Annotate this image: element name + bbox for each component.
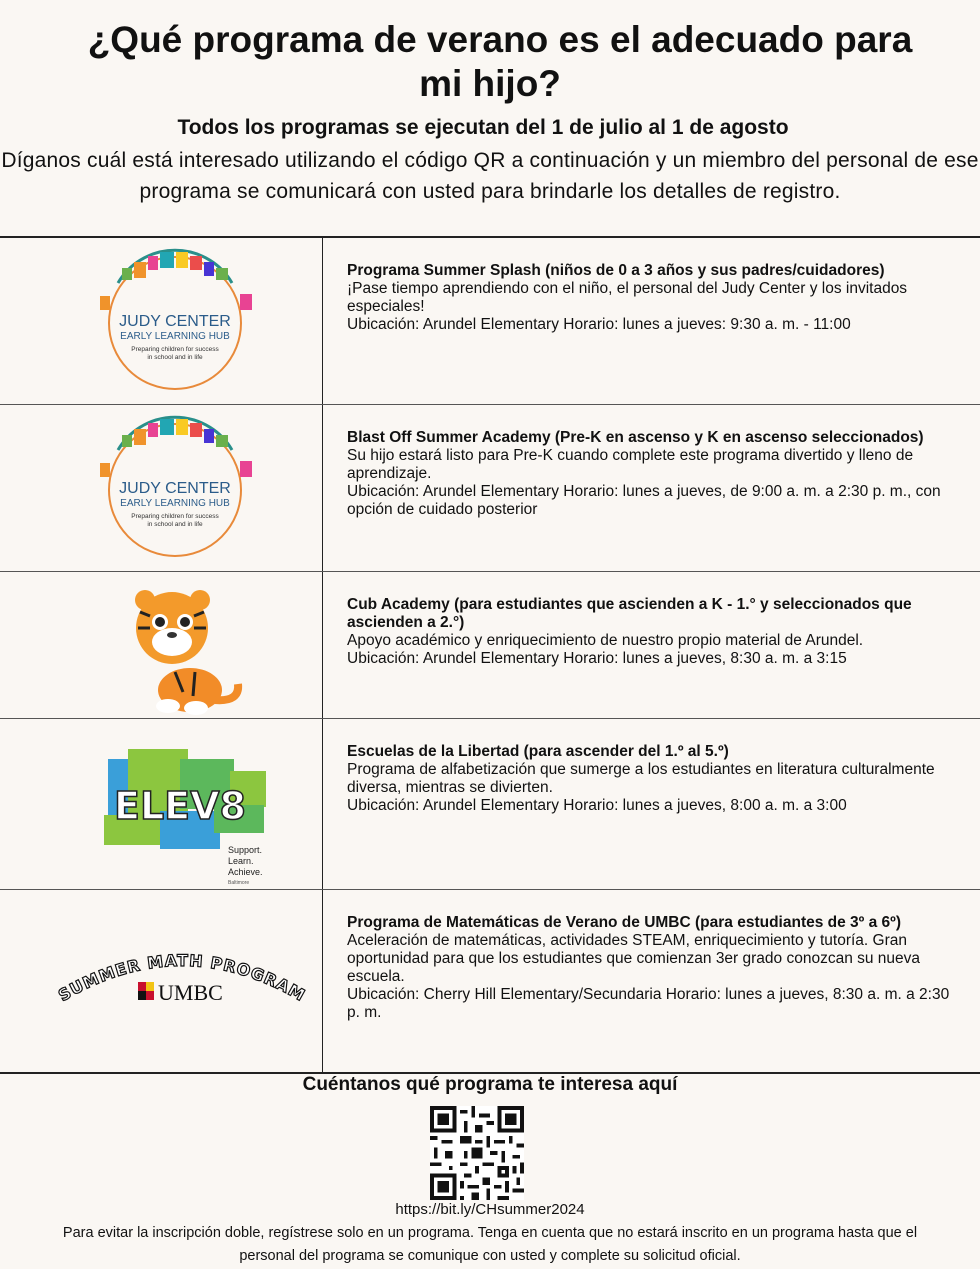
program-logo-cell (0, 572, 323, 718)
judy-center-sub: EARLY LEARNING HUB (120, 498, 230, 509)
program-text (323, 719, 980, 889)
umbc-arc-text: SUMMER MATH PROGRAM (55, 950, 309, 1006)
program-location: Ubicación: Arundel Elementary Horario: lunes a jueves, de 9:00 a. m. a 2:30 p. m., con opción de cuidado posterior (347, 483, 941, 518)
program-logo-cell (0, 238, 323, 404)
program-location: Ubicación: Arundel Elementary Horario: lunes a jueves: 9:30 a. m. - 11:00 (347, 316, 851, 333)
program-logo-cell (0, 405, 323, 571)
page-title (0, 18, 980, 106)
judy-center-logo (0, 238, 322, 404)
program-description: Programa de alfabetización que sumerge a los estudiantes en literatura culturalmente diversa, mientras se divierten. (347, 761, 935, 796)
program-description: Su hijo estará listo para Pre-K cuando complete este programa divertido y lleno de aprendizaje. (347, 447, 914, 482)
footer-cta: Cuéntanos qué programa te interesa aquí (302, 1074, 678, 1095)
program-row (0, 405, 980, 572)
subtitle: Todos los programas se ejecutan del 1 de julio al 1 de agosto (177, 116, 789, 139)
elev8-logo (0, 719, 322, 889)
judy-center-tag1: Preparing children for success (131, 346, 219, 353)
umbc-shield-icon (138, 982, 154, 1000)
title-line-2: mi hijo? (419, 63, 561, 104)
umbc-summer-math-logo (0, 890, 322, 1072)
umbc-name: UMBC (158, 980, 223, 1005)
programs-table (0, 236, 980, 1074)
program-description: Apoyo académico y enriquecimiento de nuestro propio material de Arundel. (347, 632, 864, 649)
program-text (323, 572, 980, 718)
judy-center-name: JUDY CENTER (119, 480, 231, 497)
program-logo-cell (0, 890, 323, 1072)
program-heading: Blast Off Summer Academy (Pre-K en ascenso y K en ascenso seleccionados) (347, 429, 924, 446)
program-row (0, 890, 980, 1072)
program-heading: Cub Academy (para estudiantes que ascienden a K - 1.° y seleccionados que ascienden a 2.°) (347, 596, 912, 631)
elev8-name: ELEV8 (114, 784, 246, 828)
signup-url[interactable]: https://bit.ly/CHsummer2024 (395, 1201, 585, 1218)
elev8-tag3: Achieve. (228, 867, 263, 877)
judy-center-tag1: Preparing children for success (131, 513, 219, 520)
program-row (0, 572, 980, 719)
program-text (323, 238, 980, 404)
program-row (0, 238, 980, 405)
program-location: Ubicación: Arundel Elementary Horario: lunes a jueves, 8:30 a. m. a 3:15 (347, 650, 847, 667)
elev8-city: Baltimore (228, 880, 250, 886)
elev8-tag1: Support. (228, 845, 263, 855)
program-location: Ubicación: Cherry Hill Elementary/Secundaria Horario: lunes a jueves, 8:30 a. m. a 2:30 p. m. (347, 986, 950, 1021)
program-description: Aceleración de matemáticas, actividades STEAM, enriquecimiento y tutoría. Gran oportunidad para que los estudiantes que comienzan 3er grado conozcan su nueva escuela. (347, 932, 921, 985)
program-heading: Programa de Matemáticas de Verano de UMBC (para estudiantes de 3º a 6º) (347, 914, 902, 931)
tiger-cub-icon (0, 572, 322, 718)
program-text (323, 890, 980, 1072)
program-description: ¡Pase tiempo aprendiendo con el niño, el personal del Judy Center y los invitados especiales! (347, 280, 908, 315)
elev8-tag2: Learn. (228, 856, 254, 866)
program-location: Ubicación: Arundel Elementary Horario: lunes a jueves, 8:00 a. m. a 3:00 (347, 797, 847, 814)
intro-text: Díganos cuál está interesado utilizando el código QR a continuación y un miembro del personal de ese programa se comunicará con usted para brindarle los detalles de registro. (1, 149, 979, 203)
footer-note: Para evitar la inscripción doble, regístrese solo en un programa. Tenga en cuenta que no estará inscrito en un programa hasta que el personal del programa se comunique con usted y complete su solicitud oficial. (62, 1225, 918, 1264)
judy-center-sub: EARLY LEARNING HUB (120, 331, 230, 342)
program-row (0, 719, 980, 890)
judy-center-name: JUDY CENTER (119, 313, 231, 330)
qr-code-icon[interactable] (430, 1106, 524, 1200)
judy-center-tag2: in school and in life (147, 354, 203, 361)
program-text (323, 405, 980, 571)
program-logo-cell (0, 719, 323, 889)
judy-center-logo (0, 405, 322, 571)
program-heading: Escuelas de la Libertad (para ascender del 1.º al 5.º) (347, 743, 729, 760)
title-line-1: ¿Qué programa de verano es el adecuado para (87, 19, 913, 60)
program-heading: Programa Summer Splash (niños de 0 a 3 años y sus padres/cuidadores) (347, 262, 885, 279)
judy-center-tag2: in school and in life (147, 521, 203, 528)
